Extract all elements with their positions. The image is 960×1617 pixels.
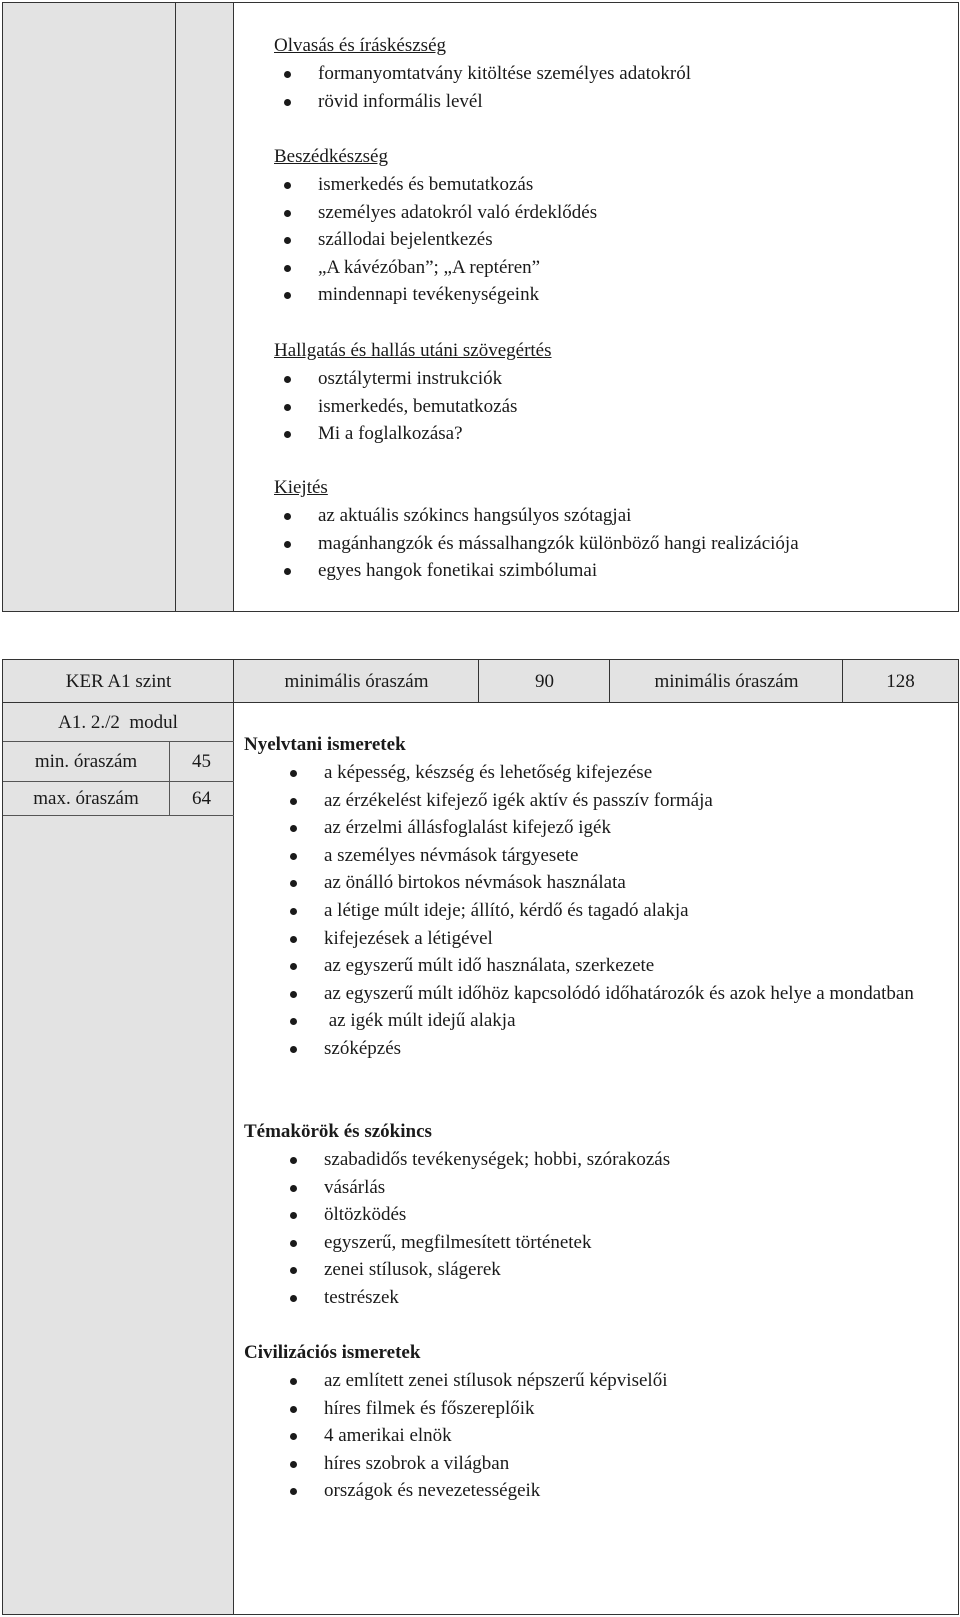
list-item: az igék múlt idejű alakja	[244, 1007, 954, 1035]
list-item: egyszerű, megfilmesített történetek	[244, 1229, 954, 1257]
max-hours-value-row	[170, 782, 233, 815]
module-max-value: 64	[192, 787, 211, 809]
list-item: az egyszerű múlt idő használata, szerkezete	[244, 952, 954, 980]
pronunciation-section	[274, 474, 799, 585]
civilization-section	[244, 1339, 954, 1505]
min-hours-label: minimális óraszám	[284, 670, 429, 692]
level-cell	[2, 659, 235, 704]
top-middle-cell	[175, 2, 235, 612]
section-title: Kiejtés	[274, 477, 328, 498]
list-item: Mi a foglalkozása?	[274, 420, 552, 448]
section-title: Olvasás és íráskészség	[274, 35, 447, 56]
section-title: Civilizációs ismeretek	[244, 1342, 421, 1363]
topics-section	[244, 1118, 954, 1312]
list-item: egyes hangok fonetikai szimbólumai	[274, 557, 799, 585]
max-hours-row	[3, 782, 169, 815]
list-item: vásárlás	[244, 1174, 954, 1202]
min-hours-value-row	[170, 742, 233, 781]
list-item: zenei stílusok, slágerek	[244, 1256, 954, 1284]
list-item: szabadidős tevékenységek; hobbi, szórakozás	[244, 1146, 954, 1174]
module-name-row	[3, 704, 233, 741]
min-hours-label: minimális óraszám	[654, 670, 799, 692]
list-item: öltözködés	[244, 1201, 954, 1229]
list-item: szállodai bejelentkezés	[274, 226, 597, 254]
list-item: a személyes névmások tárgyesete	[244, 842, 954, 870]
list-item: az érzékelést kifejező igék aktív és passzív formája	[244, 787, 954, 815]
list-item: formanyomtatvány kitöltése személyes adatokról	[274, 60, 691, 88]
min-hours-row	[3, 742, 169, 781]
row-divider	[3, 815, 234, 816]
list-item: az aktuális szókincs hangsúlyos szótagjai	[274, 502, 799, 530]
listening-section	[274, 337, 552, 448]
min-hours-value-cell-1	[478, 659, 611, 704]
list-item: az önálló birtokos névmások használata	[244, 869, 954, 897]
list-item: testrészek	[244, 1284, 954, 1312]
list-item: osztálytermi instrukciók	[274, 365, 552, 393]
list-item: magánhangzók és mássalhangzók különböző hangi realizációja	[274, 530, 799, 558]
speaking-section	[274, 143, 597, 309]
module-max-label: max. óraszám	[33, 787, 139, 809]
list-item: az egyszerű múlt időhöz kapcsolódó időhatározók és azok helye a mondatban	[244, 980, 960, 1008]
list-item: az érzelmi állásfoglalást kifejező igék	[244, 814, 954, 842]
list-item: híres filmek és főszereplőik	[244, 1395, 954, 1423]
list-item: személyes adatokról való érdeklődés	[274, 199, 597, 227]
module-info-cell	[2, 702, 235, 1615]
list-item: ismerkedés és bemutatkozás	[274, 171, 597, 199]
section-title: Témakörök és szókincs	[244, 1121, 432, 1142]
min-hours-value-cell-2	[842, 659, 959, 704]
list-item: mindennapi tevékenységeink	[274, 281, 597, 309]
reading-writing-section	[274, 32, 691, 115]
min-hours-value: 128	[886, 670, 915, 692]
list-item: országok és nevezetességeik	[244, 1477, 954, 1505]
module-name: A1. 2./2 modul	[58, 711, 178, 733]
grammar-section	[244, 731, 954, 1063]
section-title: Hallgatás és hallás utáni szövegértés	[274, 340, 552, 361]
min-hours-label-cell-2	[609, 659, 844, 704]
module-min-label: min. óraszám	[34, 750, 138, 772]
section-title: Beszédkészség	[274, 146, 388, 167]
module-min-value: 45	[192, 750, 211, 772]
list-item: rövid informális levél	[274, 88, 691, 116]
level-label: KER A1 szint	[65, 670, 172, 692]
list-item: a képesség, készség és lehetőség kifejezése	[244, 759, 954, 787]
top-left-cell	[2, 2, 177, 612]
list-item: 4 amerikai elnök	[244, 1422, 954, 1450]
list-item: ismerkedés, bemutatkozás	[274, 393, 552, 421]
list-item: híres szobrok a világban	[244, 1450, 954, 1478]
list-item: szóképzés	[244, 1035, 954, 1063]
list-item: „A kávézóban”; „A reptéren”	[274, 254, 597, 282]
min-hours-value: 90	[535, 670, 554, 692]
min-hours-label-cell-1	[233, 659, 480, 704]
list-item: kifejezések a létigével	[244, 925, 954, 953]
section-title: Nyelvtani ismeretek	[244, 734, 406, 755]
list-item: a létige múlt ideje; állító, kérdő és tagadó alakja	[244, 897, 954, 925]
list-item: az említett zenei stílusok népszerű képviselői	[244, 1367, 954, 1395]
